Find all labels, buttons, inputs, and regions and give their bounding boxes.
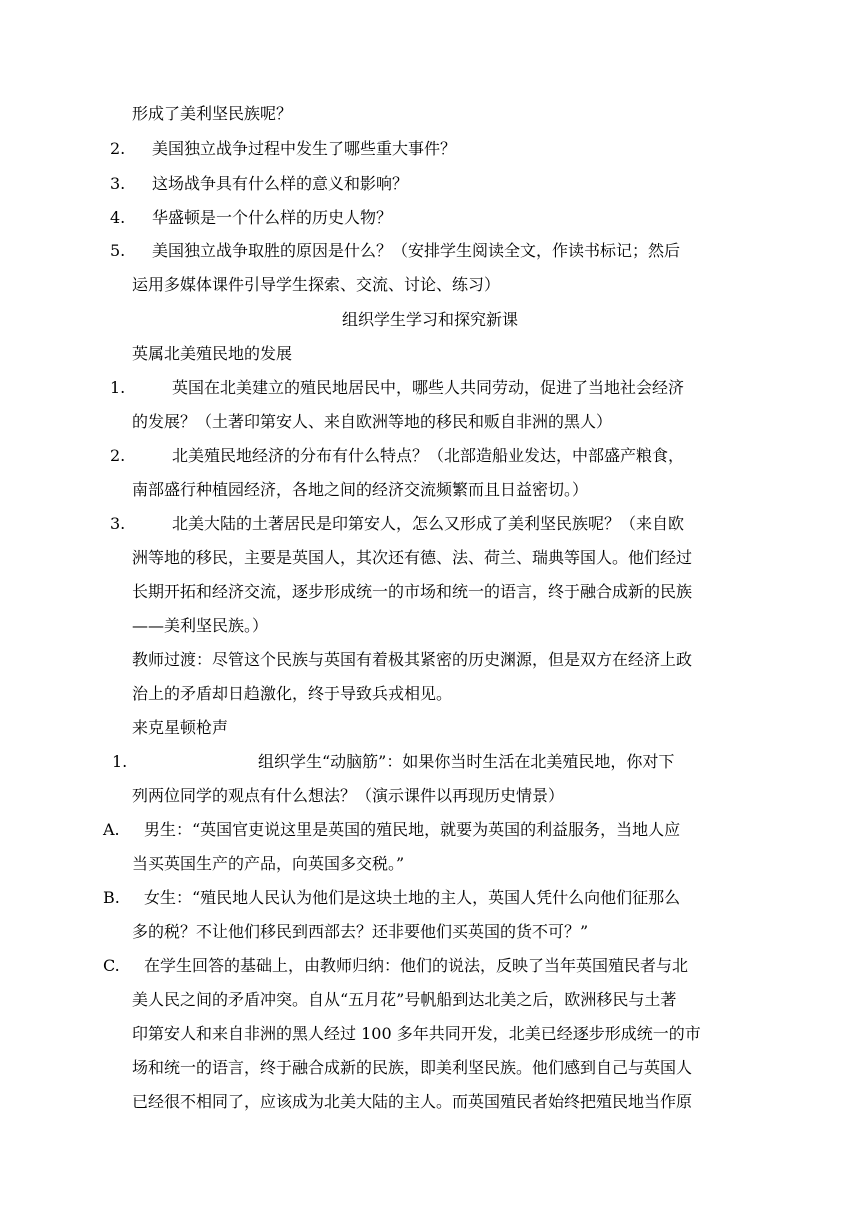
list-item-text: 男生：“英国官吏说这里是英国的殖民地，就要为英国的利益服务，当地人应 — [144, 820, 681, 839]
list-item-text: 北美殖民地经济的分布有什么特点？（北部造船业发达，中部盛产粮食， — [172, 446, 685, 465]
section-heading: 组织学生学习和探究新课 — [341, 310, 518, 329]
list-item-text: 这场战争具有什么样的意义和影响？ — [152, 174, 409, 193]
text-line: 场和统一的语言，终于融合成新的民族，即美利坚民族。他们感到自己与英国人 — [132, 1058, 693, 1077]
text-line: 治上的矛盾却日趋激化，终于导致兵戎相见。 — [132, 684, 453, 703]
list-number: 3. — [110, 514, 126, 533]
subheading: 英属北美殖民地的发展 — [132, 344, 293, 363]
list-number: 2. — [110, 139, 126, 158]
text-line: 长期开拓和经济交流，逐步形成统一的市场和统一的语言，终于融合成新的民族 — [132, 582, 693, 601]
text-line: 已经很不相同了，应该成为北美大陆的主人。而英国殖民者始终把殖民地当作原 — [132, 1092, 693, 1111]
text-line: ——美利坚民族。） — [132, 616, 269, 635]
list-number: 3. — [110, 174, 126, 193]
list-letter: C. — [103, 956, 120, 975]
list-item-text: 美国独立战争取胜的原因是什么？（安排学生阅读全文，作读书标记；然后 — [152, 241, 681, 260]
text-line: 教师过渡：尽管这个民族与英国有着极其紧密的历史渊源，但是双方在经济上政 — [132, 650, 693, 669]
list-letter: A. — [103, 820, 120, 839]
list-item-text: 女生：“殖民地人民认为他们是这块土地的主人，英国人凭什么向他们征那么 — [144, 888, 681, 907]
text-line: 南部盛行种植园经济，各地之间的经济交流频繁而且日益密切。） — [132, 480, 589, 499]
text-line: 洲等地的移民，主要是英国人，其次还有德、法、荷兰、瑞典等国人。他们经过 — [132, 548, 693, 567]
text-line: 多的税？不让他们移民到西部去？还非要他们买英国的货不可？” — [132, 922, 589, 941]
list-item-text: 华盛顿是一个什么样的历史人物？ — [152, 208, 393, 227]
list-number: 4. — [110, 208, 126, 227]
text-line: 形成了美利坚民族呢？ — [132, 104, 293, 123]
list-item-text: 美国独立战争过程中发生了哪些重大事件？ — [152, 139, 457, 158]
list-item-text: 英国在北美建立的殖民地居民中，哪些人共同劳动，促进了当地社会经济 — [172, 378, 685, 397]
text-line: 列两位同学的观点有什么想法？（演示课件以再现历史情景） — [132, 786, 565, 805]
text-line: 的发展？（土著印第安人、来自欧洲等地的移民和贩自非洲的黑人） — [132, 412, 613, 431]
list-item-text: 北美大陆的土著居民是印第安人，怎么又形成了美利坚民族呢？（来自欧 — [172, 514, 685, 533]
list-number: 1. — [112, 752, 128, 771]
subheading: 来克星顿枪声 — [132, 718, 229, 737]
text-line: 当买英国生产的产品，向英国多交税。” — [132, 854, 405, 873]
list-number: 2. — [110, 446, 126, 465]
list-letter: B. — [103, 888, 120, 907]
list-item-text: 组织学生“动脑筋”：如果你当时生活在北美殖民地，你对下 — [258, 752, 675, 771]
list-item-text: 在学生回答的基础上，由教师归纳：他们的说法，反映了当年英国殖民者与北 — [144, 956, 689, 975]
text-line: 印第安人和来自非洲的黑人经过 100 多年共同开发，北美已经逐步形成统一的市 — [132, 1024, 701, 1043]
list-number: 1. — [110, 378, 126, 397]
text-line: 运用多媒体课件引导学生探索、交流、讨论、练习） — [132, 275, 501, 294]
list-number: 5. — [110, 241, 126, 260]
text-line: 美人民之间的矛盾冲突。自从“五月花”号帆船到达北美之后，欧洲移民与土著 — [132, 990, 677, 1009]
